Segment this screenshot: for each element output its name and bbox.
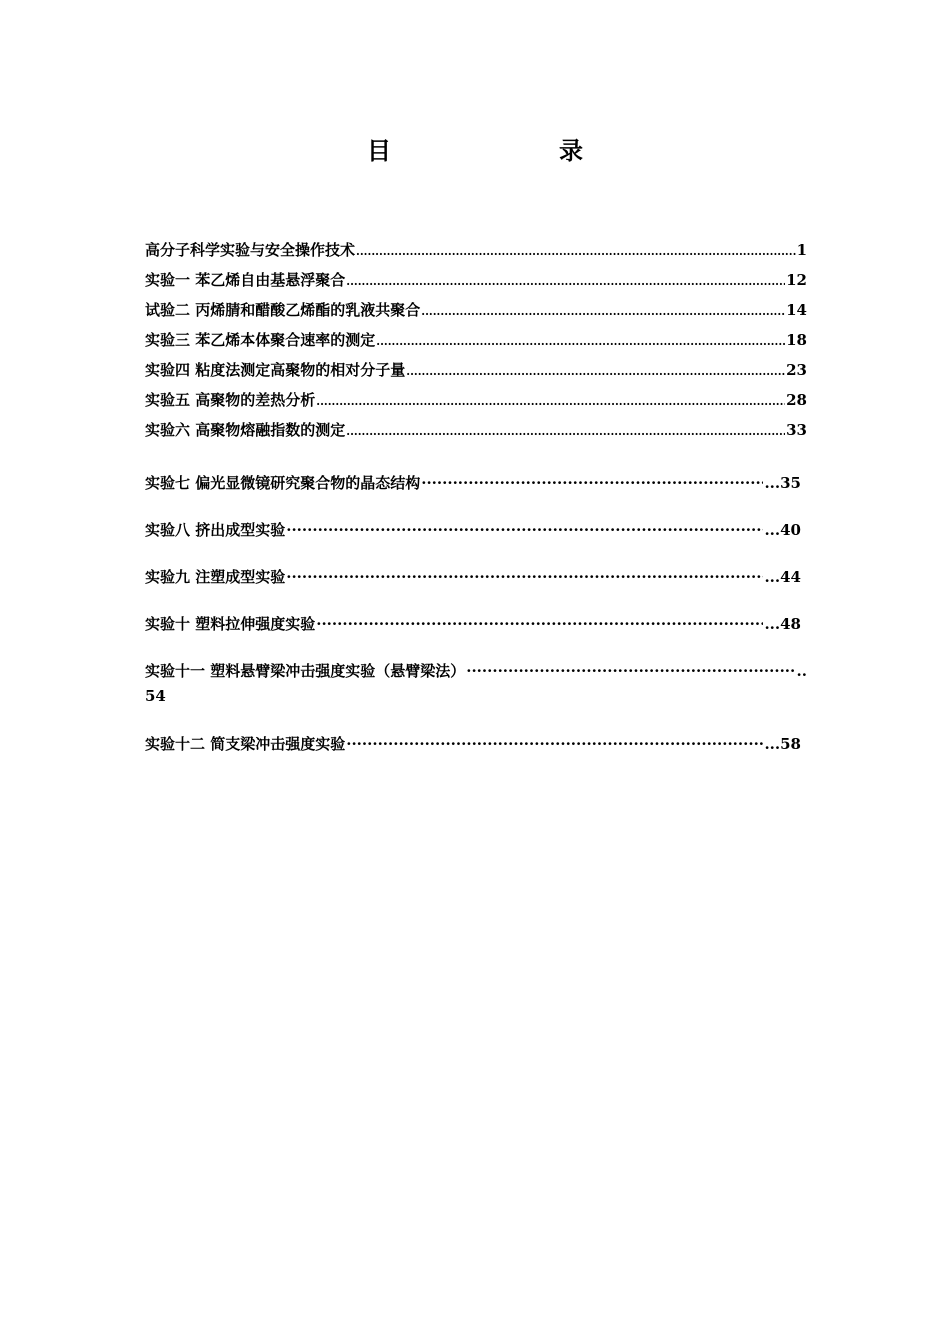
toc-entry-label: 实验八 挤出成型实验	[145, 521, 286, 539]
dot-leader	[316, 390, 785, 412]
toc-entry-label: 实验五 高聚物的差热分析	[145, 391, 316, 409]
toc-entry-label: 实验十一 塑料悬臂梁冲击强度实验（悬臂梁法）	[145, 662, 466, 680]
toc-entry[interactable]	[145, 240, 807, 262]
toc-entry-page-wrapped: 54	[145, 687, 166, 705]
toc-entry[interactable]	[145, 567, 801, 587]
toc-entry[interactable]	[145, 330, 807, 352]
toc-entry-page: ...44	[764, 568, 801, 586]
toc-entry-label: 实验一 苯乙烯自由基悬浮聚合	[145, 271, 346, 289]
dot-leader	[286, 567, 763, 587]
dot-leader	[346, 420, 785, 442]
toc-entry-page: 12	[786, 271, 807, 289]
toc-entry-label: 实验七 偏光显微镜研究聚合物的晶态结构	[145, 474, 421, 492]
toc-entry-label: 实验十二 简支梁冲击强度实验	[145, 735, 346, 753]
dot-leader	[406, 360, 785, 382]
toc-entry[interactable]	[145, 734, 801, 754]
dot-leader	[346, 270, 785, 292]
dot-leader	[316, 614, 763, 634]
toc-entry[interactable]	[145, 360, 807, 382]
toc-entry[interactable]	[145, 661, 807, 681]
toc-entry[interactable]	[145, 390, 807, 412]
toc-entry[interactable]	[145, 520, 801, 540]
toc-entry-page: ..	[796, 662, 807, 680]
dot-leader	[286, 520, 763, 540]
toc-entry[interactable]	[145, 473, 801, 493]
toc-entry-page: 33	[786, 421, 807, 439]
toc-entry[interactable]	[145, 420, 807, 442]
toc-entry-page: ...48	[764, 615, 801, 633]
dot-leader	[356, 240, 796, 262]
dot-leader	[421, 473, 763, 493]
toc-entry-page: 28	[786, 391, 807, 409]
toc-entry-page: 14	[786, 301, 807, 319]
toc-entry-label: 实验三 苯乙烯本体聚合速率的测定	[145, 331, 376, 349]
toc-entry-label: 实验四 粘度法测定高聚物的相对分子量	[145, 361, 406, 379]
toc-entry-label: 高分子科学实验与安全操作技术	[145, 241, 356, 259]
toc-entry-page: ...58	[764, 735, 801, 753]
toc-entry[interactable]	[145, 270, 807, 292]
toc-entry-label: 试验二 丙烯腈和醋酸乙烯酯的乳液共聚合	[145, 301, 421, 319]
toc-entry-page: 23	[786, 361, 807, 379]
dot-leader	[376, 330, 785, 352]
toc-entry-page: ...35	[764, 474, 801, 492]
dot-leader	[421, 300, 785, 322]
toc-entry-label: 实验十 塑料拉伸强度实验	[145, 615, 316, 633]
toc-entry-label: 实验九 注塑成型实验	[145, 568, 286, 586]
toc-entry-label: 实验六 高聚物熔融指数的测定	[145, 421, 346, 439]
dot-leader	[466, 661, 795, 681]
toc-entry-page: ...40	[764, 521, 801, 539]
dot-leader	[346, 734, 763, 754]
toc-title: 目 录	[367, 136, 623, 165]
toc-entry-page: 18	[786, 331, 807, 349]
toc-entry-page: 1	[796, 241, 807, 259]
toc-entry[interactable]	[145, 614, 801, 634]
toc-entry[interactable]	[145, 300, 807, 322]
